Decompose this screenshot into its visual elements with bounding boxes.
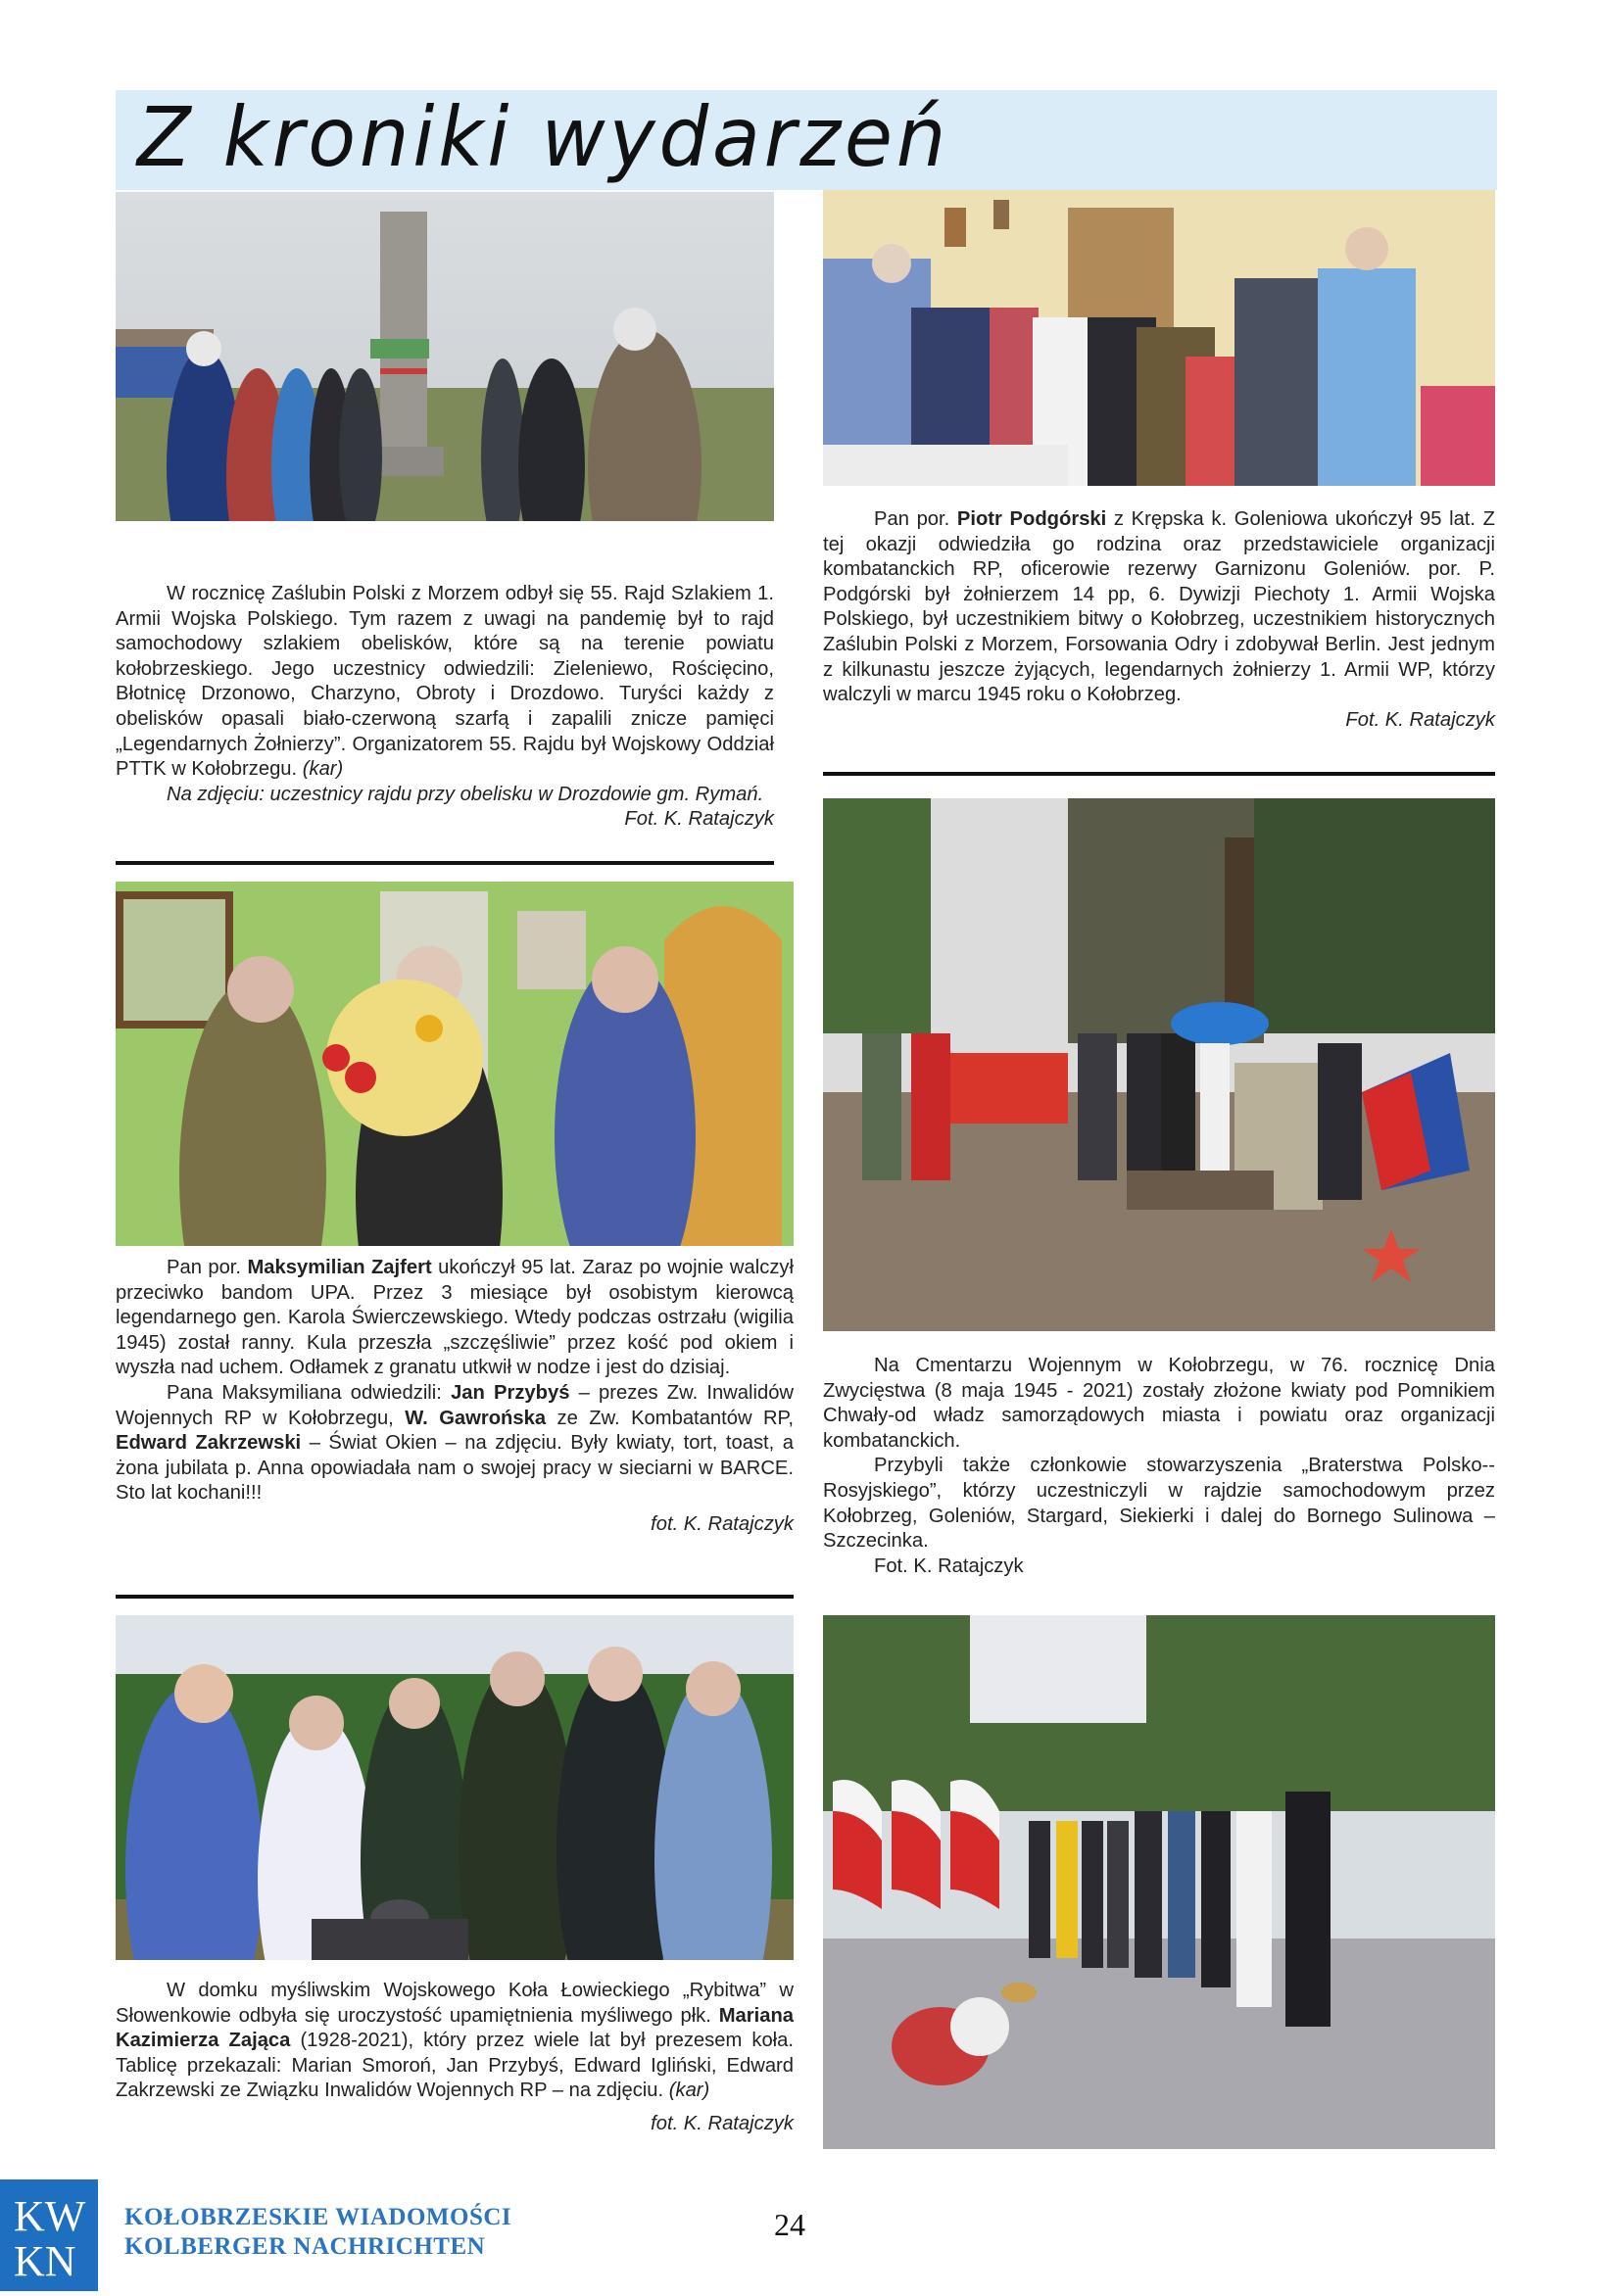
text-fragment: – Świat Okien – na zdjęciu. Były kwiaty, tort, toast, a żona jubilata p. Anna opowiadała nam o swojej pracy w sieciarni w BARCE. Sto lat kochani!!! <box>116 1432 794 1505</box>
publication-name-de: KOLBERGER NACHRICHTEN <box>124 2233 486 2260</box>
photo-podgorski-birthday <box>823 190 1495 486</box>
divider <box>823 772 1495 776</box>
page-title: Z kroniki wydarzeń <box>137 89 950 185</box>
photo-hunting-lodge <box>116 1615 794 1960</box>
photo-credit: Fot. K. Ratajczyk <box>874 1555 1024 1577</box>
lead-text: Pan por. <box>167 1257 242 1278</box>
author-signature: (kar) <box>668 2080 710 2102</box>
lead-text: Pan por. <box>874 508 950 530</box>
article-zajfert <box>116 1256 794 1538</box>
photo-caption: Na zdjęciu: uczestnicy rajdu przy obelisku w Drozdowie gm. Rymań. <box>167 783 764 805</box>
publication-name-pl: KOŁOBRZESKIE WIADOMOŚCI <box>124 2204 512 2230</box>
photo-credit: fot. K. Ratajczyk <box>651 1512 794 1535</box>
article-rally-text: W rocznicę Zaślubin Polski z Morzem odbył się 55. Rajd Szlakiem 1. Armii Wojska Polskiego. Tym razem z uwagi na pandemię był to rajd samochodowy szlakiem obelisków, które są na terenie powiatu kołobrzeskiego. Jego uczestnicy odwiedzili: Zieleniewo, Rościęcino, Błotnicę Drzonowo, Charzyno, Obroty i Drozdowo. Turyści każdy z obelisków opasali biało-czerwoną szarfą i zapalili znicze pamięci „Legendarnych Żołnierzy”. Organizatorem 55. Rajdu był Wojskowy Oddział PTTK w Kołobrzegu. <box>116 583 774 781</box>
divider <box>116 1595 794 1599</box>
photo-war-cemetery <box>823 798 1495 1331</box>
text-fragment: ze Zw. Kombatantów RP, <box>557 1407 795 1429</box>
article-hunting-text: W domku myśliwskim Wojskowego Koła Łowieckiego „Rybitwa” w Słowenkowie odbyła się uroczystość upamiętnienia myśliwego płk. <box>116 1980 794 2027</box>
article-hunting-text-2: (1928-2021), który przez wiele lat był prezesem koła. Tablicę przekazali: Marian Smoroń, Jan Przybyś, Edward Igliński, Edward Zakrzewski ze Związku Inwalidów Wojennych RP – na zdjęciu. <box>116 2030 794 2102</box>
article-rally <box>116 582 774 833</box>
person-name: Piotr Podgórski <box>956 508 1107 530</box>
text-fragment: – prezes Zw. Inwalidów Wojennych RP w Kołobrzegu, <box>116 1381 794 1429</box>
article-podgorski <box>823 507 1495 733</box>
page-number: 24 <box>774 2207 805 2242</box>
person-name: W. Gawrońska <box>405 1407 547 1429</box>
person-name: Mariana Kazimierza Zająca <box>116 2004 794 2052</box>
photo-victory-day-ceremony <box>823 1615 1495 2149</box>
article-cemetery-text: Na Cmentarzu Wojennym w Kołobrzegu, w 76. rocznicę Dnia Zwycięstwa (8 maja 1945 - 2021) zostały złożone kwiaty pod Pomnikiem Chwały-od władz samorządowych miasta i powiatu oraz organizacji kombatanckich. <box>823 1355 1495 1452</box>
photo-credit: Fot. K. Ratajczyk <box>1345 708 1495 731</box>
person-name: Edward Zakrzewski <box>116 1432 302 1455</box>
divider <box>116 861 774 865</box>
person-name: Maksymilian Zajfert <box>247 1257 432 1278</box>
article-hunting-lodge <box>116 1979 794 2137</box>
author-signature: (kar) <box>302 758 344 781</box>
article-war-cemetery <box>823 1354 1495 1579</box>
photo-zajfert-birthday <box>116 882 794 1246</box>
photo-credit: fot. K. Ratajczyk <box>651 2112 794 2134</box>
photo-obelisk-rally <box>116 192 774 521</box>
photo-credit: Fot. K. Ratajczyk <box>624 808 774 831</box>
article-zajfert-text: ukończył 95 lat. Zaraz po wojnie walczył przeciwko bandom UPA. Przez 3 miesiące był osobistym kierowcą legendarnego gen. Karola Świerczewskiego. Wtedy podczas ostrzału (wigilia 1945) został ranny. Kula przeszła „szczęśliwie” przez kość pod okiem i wyszła nad uchem. Odłamek z granatu utkwił w nodze i jest do dzisiaj. <box>116 1257 794 1379</box>
svg-text:KN: KN <box>14 2237 76 2285</box>
svg-text:KW: KW <box>14 2192 86 2240</box>
article-podgorski-text: z Krępska k. Goleniowa ukończył 95 lat. Z tej okazji odwiedziła go rodzina oraz przedstawiciele organizacji kombatanckich RP, oficerowie rezerwy Garnizonu Goleniów. por. P. Podgórski był żołnierzem 14 pp, 6. Dywizji Piechoty 1. Armii Wojska Polskiego, był uczestnikiem bitwy o Kołobrzeg, uczestnikiem historycznych Zaślubin Polski z Morzem, Forsowania Odry i zdobywał Berlin. Jest jednym z kilkunastu jeszcze żyjących, legendarnych żołnierzy 1. Armii WP, którzy walczyli w marcu 1945 roku o Kołobrzeg. <box>823 508 1496 706</box>
publication-logo <box>0 2179 98 2291</box>
person-name: Jan Przybyś <box>451 1381 570 1404</box>
text-fragment: Pana Maksymiliana odwiedzili: <box>167 1381 442 1404</box>
article-cemetery-text-2: Przybyli także członkowie stowarzyszenia „Braterstwa Polsko--Rosyjskiego”, którzy uczestniczyli w rajdzie samochodowym przez Kołobrzeg, Goleniów, Stargard, Siekierki i dalej do Bornego Sulinowa – Szczecinka. <box>823 1455 1495 1553</box>
